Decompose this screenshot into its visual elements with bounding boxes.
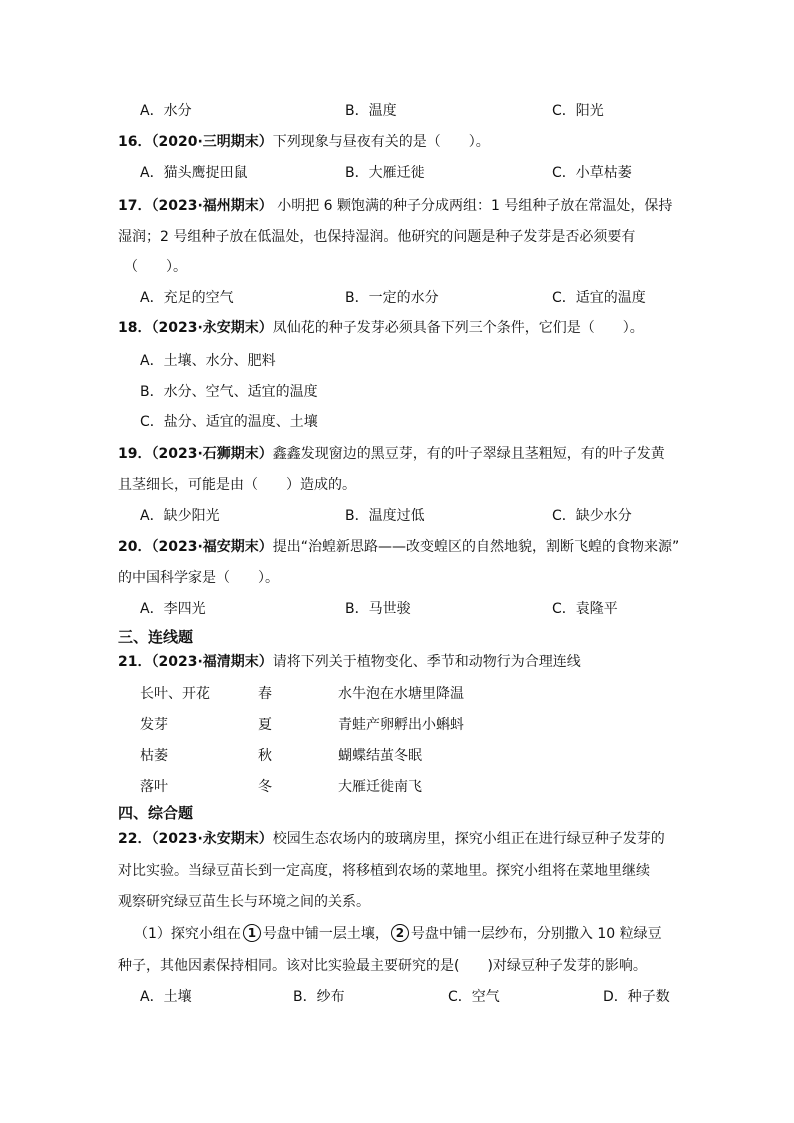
question-text: 下列现象与昼夜有关的是（ ）。	[272, 134, 490, 150]
q17-stem-line2: 湿润；2 号组种子放在低温处，也保持湿润。他研究的问题是种子发芽是否必须要有	[118, 229, 636, 245]
q16-option-a: A．猫头鹰捉田鼠	[140, 165, 248, 181]
question-number: 19．	[118, 446, 152, 462]
question-number: 21．	[118, 654, 152, 670]
q22-option-d: D．种子数	[603, 989, 670, 1005]
matching-plant-item[interactable]: 长叶、开花	[140, 686, 210, 702]
q16-option-c: C．小草枯萎	[552, 165, 632, 181]
q16-stem	[118, 132, 490, 152]
question-number: 18．	[118, 320, 152, 336]
q19-stem-line1	[118, 444, 665, 464]
q22-stem-line2: 对比实验。当绿豆苗长到一定高度，将移植到农场的菜地里。探究小组将在菜地里继续	[118, 863, 650, 879]
matching-season-item[interactable]: 春	[258, 686, 272, 702]
q17-option-b: B．一定的水分	[345, 290, 439, 306]
sub-question-text: （1）探究小组在	[134, 926, 241, 942]
matching-season-item[interactable]: 冬	[258, 779, 272, 795]
q15-option-b: B．温度	[345, 103, 397, 119]
question-text: 请将下列关于植物变化、季节和动物行为合理连线	[272, 654, 581, 670]
question-text: 鑫鑫发现窗边的黑豆芽，有的叶子翠绿且茎粗短，有的叶子发黄	[272, 446, 665, 462]
question-number: 22．	[118, 831, 152, 847]
sub-question-text: 号盘中铺一层纱布，分别撒入 10 粒绿豆	[410, 926, 662, 942]
matching-season-item[interactable]: 夏	[258, 717, 272, 733]
q19-option-b: B．温度过低	[345, 508, 425, 524]
circled-number-1: 1	[243, 924, 261, 942]
q22-option-c: C．空气	[448, 989, 500, 1005]
q22-option-b: B．纱布	[293, 989, 345, 1005]
question-source: （2020·三明期末）	[151, 134, 273, 150]
q20-stem-line1	[118, 537, 679, 557]
question-source: （2023·石狮期末）	[151, 446, 273, 462]
question-text: 校园生态农场内的玻璃房里，探究小组正在进行绿豆种子发芽的	[272, 831, 665, 847]
matching-plant-item[interactable]: 发芽	[140, 717, 168, 733]
q16-option-b: B．大雁迁徙	[345, 165, 425, 181]
q20-option-c: C．袁隆平	[552, 601, 618, 617]
q17-stem-line3: （ ）。	[124, 259, 187, 275]
circled-number-2: 2	[391, 924, 409, 942]
question-number: 20．	[118, 539, 152, 555]
q22-stem-line1	[118, 829, 665, 849]
question-source: （2023·永安期末）	[151, 320, 273, 336]
question-source: （2023·福清期末）	[151, 654, 273, 670]
matching-plant-item[interactable]: 落叶	[140, 779, 168, 795]
question-text: 提出“治蝗新思路——改变蝗区的自然地貌，割断飞蝗的食物来源”	[272, 539, 680, 555]
matching-animal-item[interactable]: 大雁迁徙南飞	[338, 779, 422, 795]
matching-animal-item[interactable]: 青蛙产卵孵出小蝌蚪	[338, 717, 464, 733]
q20-option-b: B．马世骏	[345, 601, 411, 617]
q18-option-a: A．土壤、水分、肥料	[140, 353, 276, 369]
q18-stem	[118, 318, 644, 338]
question-text: 小明把 6 颗饱满的种子分成两组：1 号组种子放在常温处，保持	[277, 198, 673, 214]
matching-season-item[interactable]: 秋	[258, 748, 272, 764]
question-text: 凤仙花的种子发芽必须具备下列三个条件，它们是（ ）。	[272, 320, 644, 336]
q22-option-a: A．土壤	[140, 989, 192, 1005]
q20-stem-line2: 的中国科学家是（ ）。	[118, 570, 279, 586]
q18-option-c: C．盐分、适宜的温度、土壤	[140, 414, 318, 430]
section-heading-comprehensive: 四、综合题	[118, 804, 194, 822]
q19-stem-line2: 且茎细长，可能是由（ ）造成的。	[118, 477, 356, 493]
question-number: 16．	[118, 134, 152, 150]
matching-animal-item[interactable]: 水牛泡在水塘里降温	[338, 686, 464, 702]
sub-question-text: 号盘中铺一层土壤，	[262, 926, 389, 942]
q15-option-a: A．水分	[140, 103, 192, 119]
q22-stem-line3: 观察研究绿豆苗生长与环境之间的关系。	[118, 894, 370, 910]
question-source: （2023·永安期末）	[151, 831, 273, 847]
q20-option-a: A．李四光	[140, 601, 206, 617]
q17-stem-line1	[118, 196, 672, 216]
matching-animal-item[interactable]: 蝴蝶结茧冬眠	[338, 748, 422, 764]
q22-sub1-line2: 种子，其他因素保持相同。该对比实验最主要研究的是( )对绿豆种子发芽的影响。	[118, 958, 647, 974]
question-source: （2023·福州期末）	[151, 198, 273, 214]
q19-option-a: A．缺少阳光	[140, 508, 220, 524]
question-source: （2023·福安期末）	[151, 539, 273, 555]
q21-stem	[118, 652, 581, 672]
matching-plant-item[interactable]: 枯萎	[140, 748, 168, 764]
section-heading-matching: 三、连线题	[118, 628, 194, 646]
q17-option-a: A．充足的空气	[140, 290, 234, 306]
q19-option-c: C．缺少水分	[552, 508, 632, 524]
q22-sub1-line1	[134, 924, 662, 944]
q17-option-c: C．适宜的温度	[552, 290, 646, 306]
q15-option-c: C．阳光	[552, 103, 604, 119]
q18-option-b: B．水分、空气、适宜的温度	[140, 384, 318, 400]
question-number: 17．	[118, 198, 152, 214]
